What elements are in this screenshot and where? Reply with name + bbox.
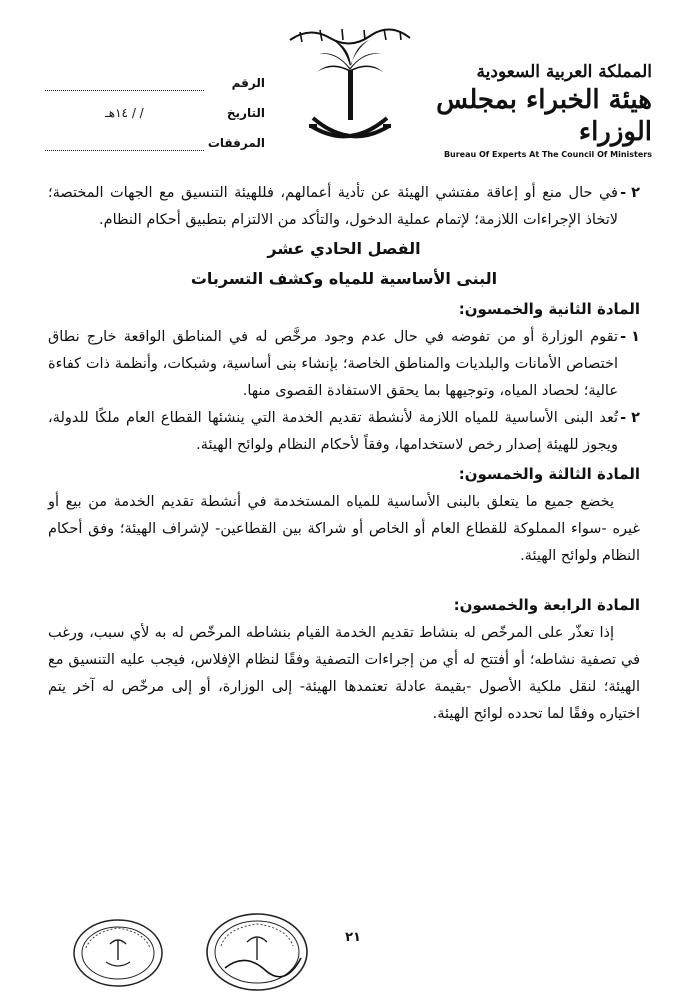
palm-swords-emblem-icon <box>305 30 395 150</box>
date-value: / / ١٤هـ <box>105 106 144 120</box>
reference-number-row <box>45 68 265 98</box>
item-number: ٢ - <box>620 410 640 426</box>
organization-name-arabic: هيئة الخبراء بمجلس الوزراء <box>436 85 652 147</box>
chapter-title: الفصل الحادي عشر <box>267 239 421 258</box>
chapter-subtitle: البنى الأساسية للمياه وكشف التسربات <box>190 269 498 288</box>
reference-number-label: الرقم <box>231 76 265 90</box>
list-item <box>48 180 640 234</box>
item-text: تُعد البنى الأساسية للمياه اللازمة لأنشطة تقديم الخدمة التي ينشئها القطاع العام ملكًا للدولة، ويجوز للهيئة إصدار رخص لاستخدامها، وفقاً لأحكام النظام ولوائح الهيئة. <box>48 410 618 453</box>
article-54-text: إذا تعذّر على المرخّص له بنشاط تقديم الخدمة القيام بنشاطه المرخّص له به لأي سبب، ورغب في تصفية نشاطه؛ أو أفتتح له أي من إجراءات التصفية وفقًا لنظام الإفلاس، فيجب عليه التنسيق مع الهيئة؛ لنقل ملكية الأصول -بقيمة عادلة تعتمدها الهيئة- إلى الوزارة، أو إلى مرخّص له آخر يتم اختياره وفقًا لما تحدده لوائح الهيئة. <box>48 625 640 722</box>
organization-block <box>432 62 652 159</box>
item-number: ١ - <box>620 329 640 345</box>
date-row <box>45 98 265 128</box>
item-number: ٢ - <box>620 185 640 201</box>
document-body <box>48 180 640 728</box>
letterhead <box>0 0 700 160</box>
reference-block <box>45 68 265 158</box>
list-item <box>48 324 640 405</box>
official-stamp-icon <box>72 918 164 988</box>
item-text: تقوم الوزارة أو من تفوضه في حال عدم وجود مرخَّص له في المناطق الواقعة خارج نطاق اختصاص الأمانات والبلديات والمناطق الخاصة؛ بإنشاء بنى أساسية، وشبكات، وأنظمة ذات كفاءة عالية؛ لحصاد المياه، وتوجيهها بما يحقق الاستفادة القصوى منها. <box>48 329 618 399</box>
spacer <box>48 570 640 590</box>
item-text: في حال منع أو إعاقة مفتشي الهيئة عن تأدية أعمالهم، فللهيئة التنسيق مع الجهات المختصة؛ لاتخاذ الإجراءات اللازمة؛ لإتمام عملية الدخول، والتأكد من الالتزام بتطبيق أحكام النظام. <box>48 185 618 228</box>
article-53-title: المادة الثالثة والخمسون: <box>458 465 640 483</box>
attachments-line <box>45 136 204 151</box>
page-number: ٢١ <box>345 930 361 945</box>
attachments-label: المرفقات <box>207 136 265 150</box>
country-name: المملكة العربية السعودية <box>476 62 652 82</box>
list-item <box>48 405 640 459</box>
date-label: التاريخ <box>226 106 265 120</box>
reference-number-line <box>45 76 204 91</box>
organization-name-english: Bureau Of Experts At The Council Of Ministers <box>443 150 652 159</box>
signature-stamp-icon <box>205 912 309 992</box>
attachments-row <box>45 128 265 158</box>
article-52-title: المادة الثانية والخمسون: <box>458 300 640 318</box>
article-53-text: يخضع جميع ما يتعلق بالبنى الأساسية للمياه المستخدمة في أنشطة تقديم الخدمة من بيع أو غيره -سواء المملوكة للقطاع العام أو الخاص أو شراكة بين القطاعين- لإشراف الهيئة؛ وفق أحكام النظام ولوائح الهيئة. <box>48 494 640 564</box>
article-54-title: المادة الرابعة والخمسون: <box>453 596 640 614</box>
